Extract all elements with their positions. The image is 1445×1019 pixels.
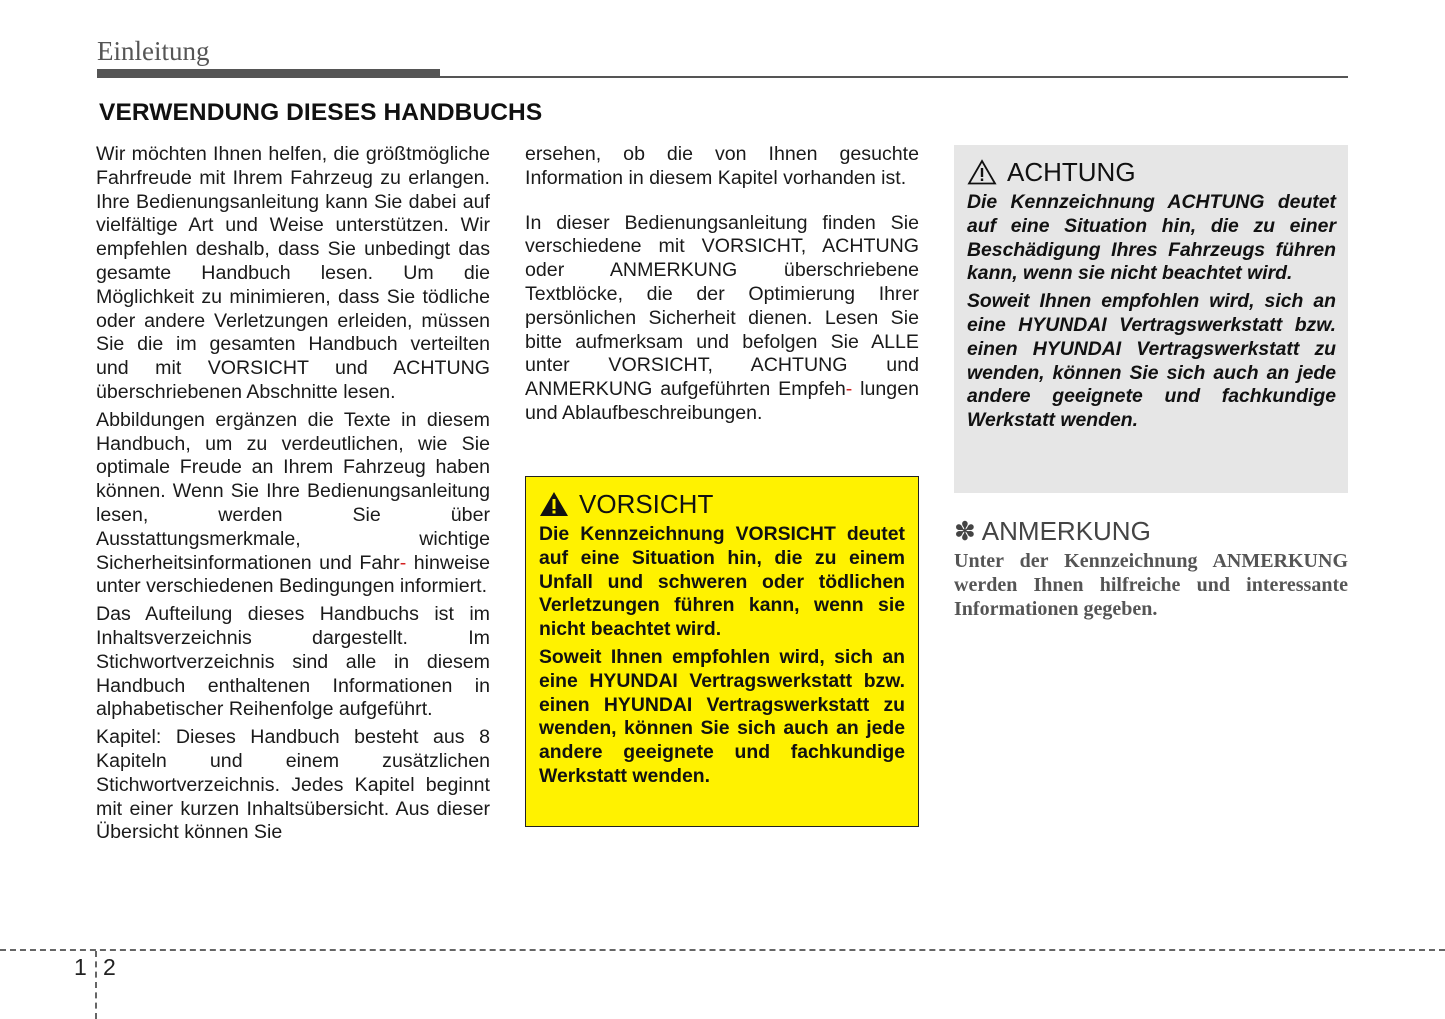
page-heading: VERWENDUNG DIESES HANDBUCHS xyxy=(99,99,543,126)
paragraph: In dieser Bedienungsanleitung finden Sie verschiedene mit VORSICHT, ACHTUNG oder ANMERKUNG überschriebene Textblöcke, die der Optimierung Ihrer persönlichen Sicherheit dienen. Lesen Sie bitte aufmerksam und befolgen Sie ALLE unter VORSICHT, ACHTUNG und ANMERKUNG aufgeführten Empfeh- lungen und Ablaufbeschreibungen. xyxy=(525,211,919,424)
footer-divider xyxy=(0,949,1445,951)
footer-page-divider xyxy=(95,951,97,1019)
chapter-number: 1 xyxy=(74,954,87,980)
achtung-title: ACHTUNG xyxy=(967,157,1336,187)
warning-outline-icon xyxy=(967,159,997,185)
paragraph: Das Aufteilung dieses Handbuchs ist im Inhaltsverzeichnis dargestellt. Im Stichwortverzeichnis sind alle in diesem Handbuch enthaltenen Informationen in alphabetischer Reihenfolge aufgeführt. xyxy=(96,603,490,721)
anmerkung-body: Unter der Kennzeichnung ANMERKUNG werden Ihnen hilfreiche und interessante Informationen gegeben. xyxy=(954,550,1348,620)
text-column-middle xyxy=(525,143,919,430)
paragraph: Abbildungen ergänzen die Texte in diesem Handbuch, um zu verdeutlichen, wie Sie optimale Freude an Ihrem Fahrzeug haben können. Wenn Sie Ihre Bedienungsanleitung lesen, werden Sie über Ausstattungsmerkmale, wichtige Sicherheitsinformationen und Fahr- hinweise unter verschiedenen Bedingungen informiert. xyxy=(96,408,490,598)
note-star-icon: ✽ xyxy=(954,516,976,546)
text-column-left xyxy=(96,143,490,849)
page-number: 2 xyxy=(103,954,116,980)
achtung-text-2: Soweit Ihnen empfohlen wird, sich an eine HYUNDAI Vertragswerkstatt bzw. einen HYUNDAI Vertragswerkstatt zu wenden, können Sie sich auch an jede andere geeignete und fachkundige Werkstatt wenden. xyxy=(967,290,1336,432)
achtung-text-1: Die Kennzeichnung ACHTUNG deutet auf eine Situation hin, die zu einer Beschädigung Ihres Fahrzeugs führen kann, wenn sie nicht beachtet wird. xyxy=(967,191,1336,285)
vorsicht-text-2: Soweit Ihnen empfohlen wird, sich an eine HYUNDAI Vertragswerkstatt bzw. einen HYUNDAI Vertragswerkstatt zu wenden, können Sie sich auch an jede andere geeignete und fachkundige Werkstatt wenden. xyxy=(539,645,905,787)
vorsicht-text-1: Die Kennzeichnung VORSICHT deutet auf eine Situation hin, die zu einem Unfall und schweren oder tödlichen Verletzungen führen kann, wenn sie nicht beachtet wird. xyxy=(539,523,905,641)
vorsicht-title: VORSICHT xyxy=(539,489,905,519)
header-rule-thin xyxy=(440,76,1348,78)
paragraph: ersehen, ob die von Ihnen gesuchte Information in diesem Kapitel vorhanden ist. xyxy=(525,143,919,189)
achtung-caution-box xyxy=(954,145,1348,493)
header-rule-thick xyxy=(97,69,440,78)
anmerkung-title: ✽ ANMERKUNG xyxy=(954,516,1151,546)
hyphen: - xyxy=(399,551,407,574)
warning-triangle-icon xyxy=(539,491,569,517)
paragraph: Wir möchten Ihnen helfen, die größtmögliche Fahrfreude mit Ihrem Fahrzeug zu erlangen. Ihre Bedienungsanleitung kann Sie dabei auf vielfältige Art und Weise unterstützen. Wir empfehlen deshalb, dass Sie unbedingt das gesamte Handbuch lesen. Um die Möglichkeit zu minimieren, dass Sie tödliche oder andere Verletzungen erleiden, müssen Sie die im gesamten Handbuch verteilten und mit VORSICHT und ACHTUNG überschriebenen Abschnitte lesen. xyxy=(96,143,490,403)
achtung-body xyxy=(967,191,1336,433)
vorsicht-warning-box xyxy=(525,476,919,827)
vorsicht-body xyxy=(539,523,905,789)
section-title: Einleitung xyxy=(97,36,210,66)
hyphen: - xyxy=(845,378,853,401)
paragraph: Kapitel: Dieses Handbuch besteht aus 8 Kapiteln und einem zusätzlichen Stichwortverzeichnis. Jedes Kapitel beginnt mit einer kurzen Inhaltsübersicht. Aus dieser Übersicht können Sie xyxy=(96,726,490,844)
